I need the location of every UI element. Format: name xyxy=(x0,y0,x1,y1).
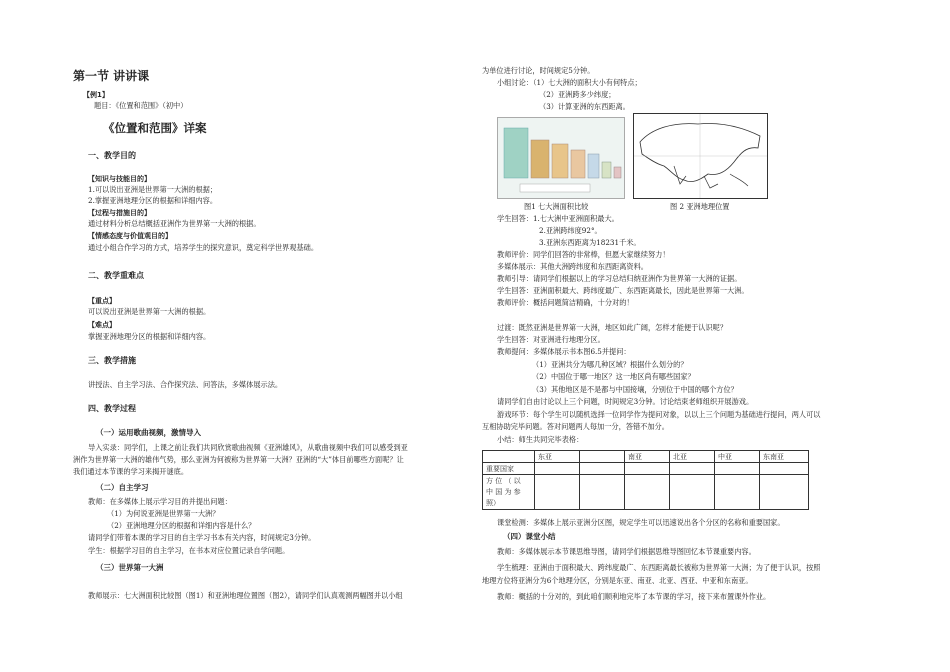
table-row-label-line: 中 国 为 参 xyxy=(486,487,521,496)
tag-knowledge: 【知识与技能目的】 xyxy=(88,175,151,183)
text: 导入实录：同学们，上课之前让我们共同欣赏歌曲视频《亚洲雄风》，从歌曲视频中我们可以感受到亚 xyxy=(88,443,408,452)
text: 可以说出亚洲是世界第一大洲的根据。 xyxy=(88,307,211,316)
table-cell xyxy=(715,463,760,475)
figure-asia-location xyxy=(633,113,768,199)
table-cell xyxy=(580,451,625,463)
heading-methods: 三、教学措施 xyxy=(88,356,136,365)
table-cell xyxy=(760,475,809,510)
figure-continent-area xyxy=(497,117,625,199)
example-tag: 【例1】 xyxy=(83,91,109,99)
tag-process: 【过程与措施目的】 xyxy=(88,209,151,217)
heading-process: 四、教学过程 xyxy=(88,404,136,413)
text: （2）亚洲跨多少纬度； xyxy=(539,90,616,99)
table-header-south-asia: 南亚 xyxy=(625,451,670,463)
table-header-central-asia: 中亚 xyxy=(715,451,760,463)
subheading-largest-continent: （三）世界第一大洲 xyxy=(96,563,164,572)
text: 3.亚洲东西距离为18231千米。 xyxy=(539,238,641,247)
text: 教师提问：多媒体展示书本图6.5并提问： xyxy=(497,347,631,356)
region-summary-table xyxy=(482,450,809,510)
table-cell xyxy=(670,475,715,510)
table-cell xyxy=(715,475,760,510)
heading-key-points: 二、教学重难点 xyxy=(88,271,144,280)
table-cell xyxy=(580,463,625,475)
text: 请同学们自由讨论以上三个问题，时间规定3分钟。讨论结束老师组织开展游戏。 xyxy=(497,397,754,406)
text: 学生回答：1.七大洲中亚洲面积最大。 xyxy=(497,214,619,223)
text: 为单位进行讨论，时间规定5分钟。 xyxy=(482,66,595,75)
text: （1）为何说亚洲是世界第一大洲？ xyxy=(107,509,220,518)
subheading-self-study: （二）自主学习 xyxy=(96,483,149,492)
text: 我们通过本节课的学习来揭开谜底。 xyxy=(73,467,189,476)
text: 教师：在多媒体上展示学习目的并提出问题： xyxy=(88,497,232,506)
tag-emotion: 【情感态度与价值观目的】 xyxy=(88,232,172,240)
text: （3）计算亚洲的东西距离。 xyxy=(539,102,630,111)
topic: 题目：《位置和范围》（初中） xyxy=(94,101,188,110)
text: 互相协助完毕问题。答对问题两人每加一分，答错不加分。 xyxy=(482,422,669,431)
text: 教师展示：七大洲面积比较图（图1）和亚洲地理位置图（图2），请同学们认真观测两幅图并以小组 xyxy=(88,591,403,600)
text: 小结：师生共同完毕表格： xyxy=(497,435,584,444)
text: 洲作为世界第一大洲的雄伟气势，那么亚洲为何被称为世界第一大洲？亚洲的“大”体目前哪些方面呢？让 xyxy=(73,455,404,464)
continent-area-graphic xyxy=(498,118,624,198)
table-row xyxy=(483,475,809,510)
table-row-label: 重要国家 xyxy=(483,463,535,475)
text: 教师：多媒体展示本节课思维导图，请同学们根据思维导图回忆本节课重要内容。 xyxy=(497,547,756,556)
table-cell xyxy=(535,463,580,475)
text: 课堂检测：多媒体上展示亚洲分区图，规定学生可以迅速说出各个分区的名称和重要国家。 xyxy=(497,518,785,527)
table-cell xyxy=(670,463,715,475)
text: 多媒体展示：其他大洲跨纬度和东西距离资料。 xyxy=(497,262,648,271)
text: 学生：根据学习目的自主学习，在书本对应位置记录自学问题。 xyxy=(88,546,290,555)
subheading-summary: （四）课堂小结 xyxy=(503,532,556,541)
text: （3）其他地区是不是都与中国接壤，分别位于中国的哪个方位？ xyxy=(532,385,738,394)
subheading-intro: （一）运用歌曲视频，激情导入 xyxy=(96,428,201,437)
table-cell xyxy=(625,463,670,475)
doc-title: 《位置和范围》详案 xyxy=(103,121,207,135)
text: 2.亚洲跨纬度92°。 xyxy=(539,226,602,235)
text: 学生回答：对亚洲进行地理分区。 xyxy=(497,335,605,344)
text: 通过材料分析总结概括亚洲作为世界第一大洲的根据。 xyxy=(88,219,261,228)
asia-map-graphic xyxy=(634,114,767,198)
text: 学生梳理：亚洲由于面积最大、跨纬度最广、东西距离最长被称为世界第一大洲；为了便于认识，按照 xyxy=(497,563,821,572)
text: 教师引导：请同学们根据以上的学习总结归纳亚洲作为世界第一大洲的证据。 xyxy=(497,274,742,283)
text: （2）中国位于哪一地区？这一地区尚有哪些国家？ xyxy=(532,372,695,381)
text: 通过小组合作学习的方式，培养学生的探究意识，奠定科学世界观基础。 xyxy=(88,243,319,252)
text: （1）亚洲共分为哪几种区域？根据什么划分的？ xyxy=(532,360,688,369)
text: 学生回答：亚洲面积最大、跨纬度最广、东西距离最长，因此是世界第一大洲。 xyxy=(497,286,749,295)
text: 掌握亚洲地理分区的根据和详细内容。 xyxy=(88,332,211,341)
table-cell xyxy=(483,451,535,463)
table-cell xyxy=(535,475,580,510)
table-cell xyxy=(625,475,670,510)
text: 1.可以说出亚洲是世界第一大洲的根据； xyxy=(88,185,218,194)
text: 小组讨论：（1）七大洲的面积大小有何特点； xyxy=(497,78,642,87)
text: 游戏环节：每个学生可以随机选择一位同学作为提问对象，以以上三个问题为基础进行提问，两人可以 xyxy=(497,410,821,419)
table-header-north-asia: 北亚 xyxy=(670,451,715,463)
text: 教师评价：同学们回答的非常棒，但愿大家继续努力！ xyxy=(497,250,670,259)
text: 教师：概括的十分对的，到此咱们顺利地完毕了本节课的学习，接下来布置课外作业。 xyxy=(497,592,771,601)
figure1-caption: 图1 七大洲面积比较 xyxy=(524,202,589,211)
tag-difficult: 【难点】 xyxy=(88,321,116,329)
text: （2）亚洲地理分区的根据和详细内容是什么？ xyxy=(107,521,256,530)
text: 教师评价：概括问题简洁精确，十分对的！ xyxy=(497,298,634,307)
table-row-label-line: 照） xyxy=(486,498,500,507)
text: 2.掌握亚洲地理分区的根据和详细内容。 xyxy=(88,196,218,205)
table-cell xyxy=(580,475,625,510)
table-header-southeast-asia: 东南亚 xyxy=(760,451,809,463)
table-row xyxy=(483,463,809,475)
heading-objectives: 一、教学目的 xyxy=(88,151,136,160)
table-row-label xyxy=(483,475,535,510)
text: 讲授法、自主学习法、合作探究法、问答法，多媒体展示法。 xyxy=(88,380,283,389)
table-cell xyxy=(760,463,809,475)
text: 请同学们带着本课的学习目的自主学习书本有关内容，时间规定3分钟。 xyxy=(88,533,316,542)
tag-key: 【重点】 xyxy=(88,297,116,305)
section-title: 第一节 讲讲课 xyxy=(73,69,150,83)
text: 地理方位将亚洲分为6个地理分区，分别是东亚、南亚、北亚、西亚、中亚和东南亚。 xyxy=(482,576,753,585)
table-header-east-asia: 东亚 xyxy=(535,451,580,463)
text: 过渡：既然亚洲是世界第一大洲，地区如此广阔，怎样才能便于认识呢？ xyxy=(497,323,728,332)
table-row-label-line: 方 位 （ 以 xyxy=(486,476,521,485)
table-header-row xyxy=(483,451,809,463)
figure2-caption: 图 2 亚洲地理位置 xyxy=(670,202,730,211)
